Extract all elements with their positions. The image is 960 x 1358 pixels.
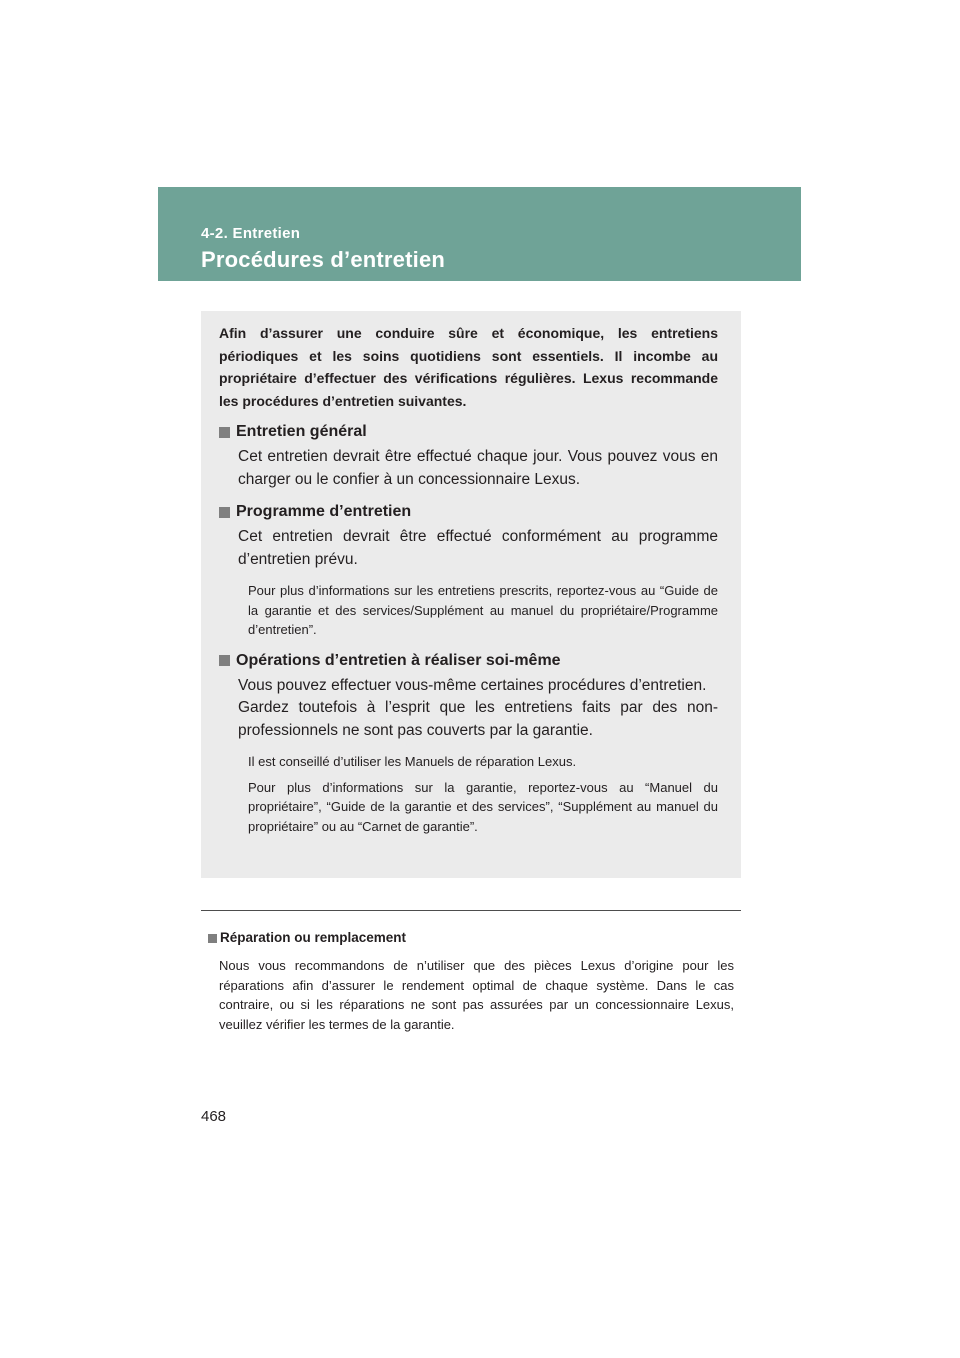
section-body-line: Vous pouvez effectuer vous-même certaines procédures d’entretien. [238, 676, 707, 694]
section-label: 4-2. Entretien [201, 225, 301, 242]
section-general-maintenance [219, 421, 718, 491]
section-note: Pour plus d’informations sur la garantie, reportez-vous au “Manuel du propriétaire”, “Guide de la garantie et des services”, “Supplément au manuel du propriétaire” ou au “Carnet de garantie”. [248, 779, 718, 834]
section-note: Il est conseillé d’utiliser les Manuels de réparation Lexus. [248, 754, 577, 769]
section-heading-text: Programme d’entretien [236, 503, 412, 520]
page-title: Procédures d’entretien [201, 247, 446, 272]
repair-note [208, 928, 734, 1034]
section-body: Cet entretien devrait être effectué conformément au programme d’entretien prévu. [238, 528, 718, 568]
section-body-line: Gardez toutefois à l’esprit que les entretiens faits par des non-professionnels ne sont pas couverts par la garantie. [238, 699, 718, 739]
page-number: 468 [201, 1108, 227, 1125]
section-body [238, 675, 718, 743]
repair-heading [208, 928, 734, 948]
maintenance-info-box [201, 311, 741, 878]
section-heading [219, 501, 718, 523]
section-heading-text: Opérations d’entretien à réaliser soi-même [236, 651, 561, 669]
section-maintenance-schedule [219, 501, 718, 640]
section-note: Pour plus d’informations sur les entretiens prescrits, reportez-vous au “Guide de la garantie et des services/Supplément au manuel du propriétaire/Programme d’entretien”. [248, 583, 718, 637]
divider-line [201, 910, 741, 911]
square-bullet-icon [219, 427, 230, 438]
section-heading-text: Entretien général [236, 423, 367, 440]
intro-paragraph: Afin d’assurer une conduire sûre et économique, les entretiens périodiques et les soins quotidiens sont essentiels. Il incombe au propriétaire d’effectuer des vérifications régulières. Lexus recommande les procédures d’entretien suivantes. [219, 325, 718, 409]
chapter-header-band [158, 187, 801, 281]
repair-body: Nous vous recommandons de n’utiliser que des pièces Lexus d’origine pour les réparations afin d’assurer le rendement optimal de chaque système. Dans le cas contraire, ou si les réparations ne sont pas assurées par un concessionnaire Lexus, veuillez vérifier les termes de la garantie. [219, 958, 734, 1032]
section-heading [219, 421, 718, 443]
square-bullet-icon [219, 507, 230, 518]
repair-heading-text: Réparation ou remplacement [220, 930, 407, 945]
section-heading [219, 650, 718, 672]
square-bullet-icon [208, 934, 217, 943]
square-bullet-icon [219, 655, 230, 666]
section-body: Cet entretien devrait être effectué chaque jour. Vous pouvez vous en charger ou le confier à un concessionnaire Lexus. [238, 448, 718, 488]
section-do-it-yourself [219, 650, 718, 837]
